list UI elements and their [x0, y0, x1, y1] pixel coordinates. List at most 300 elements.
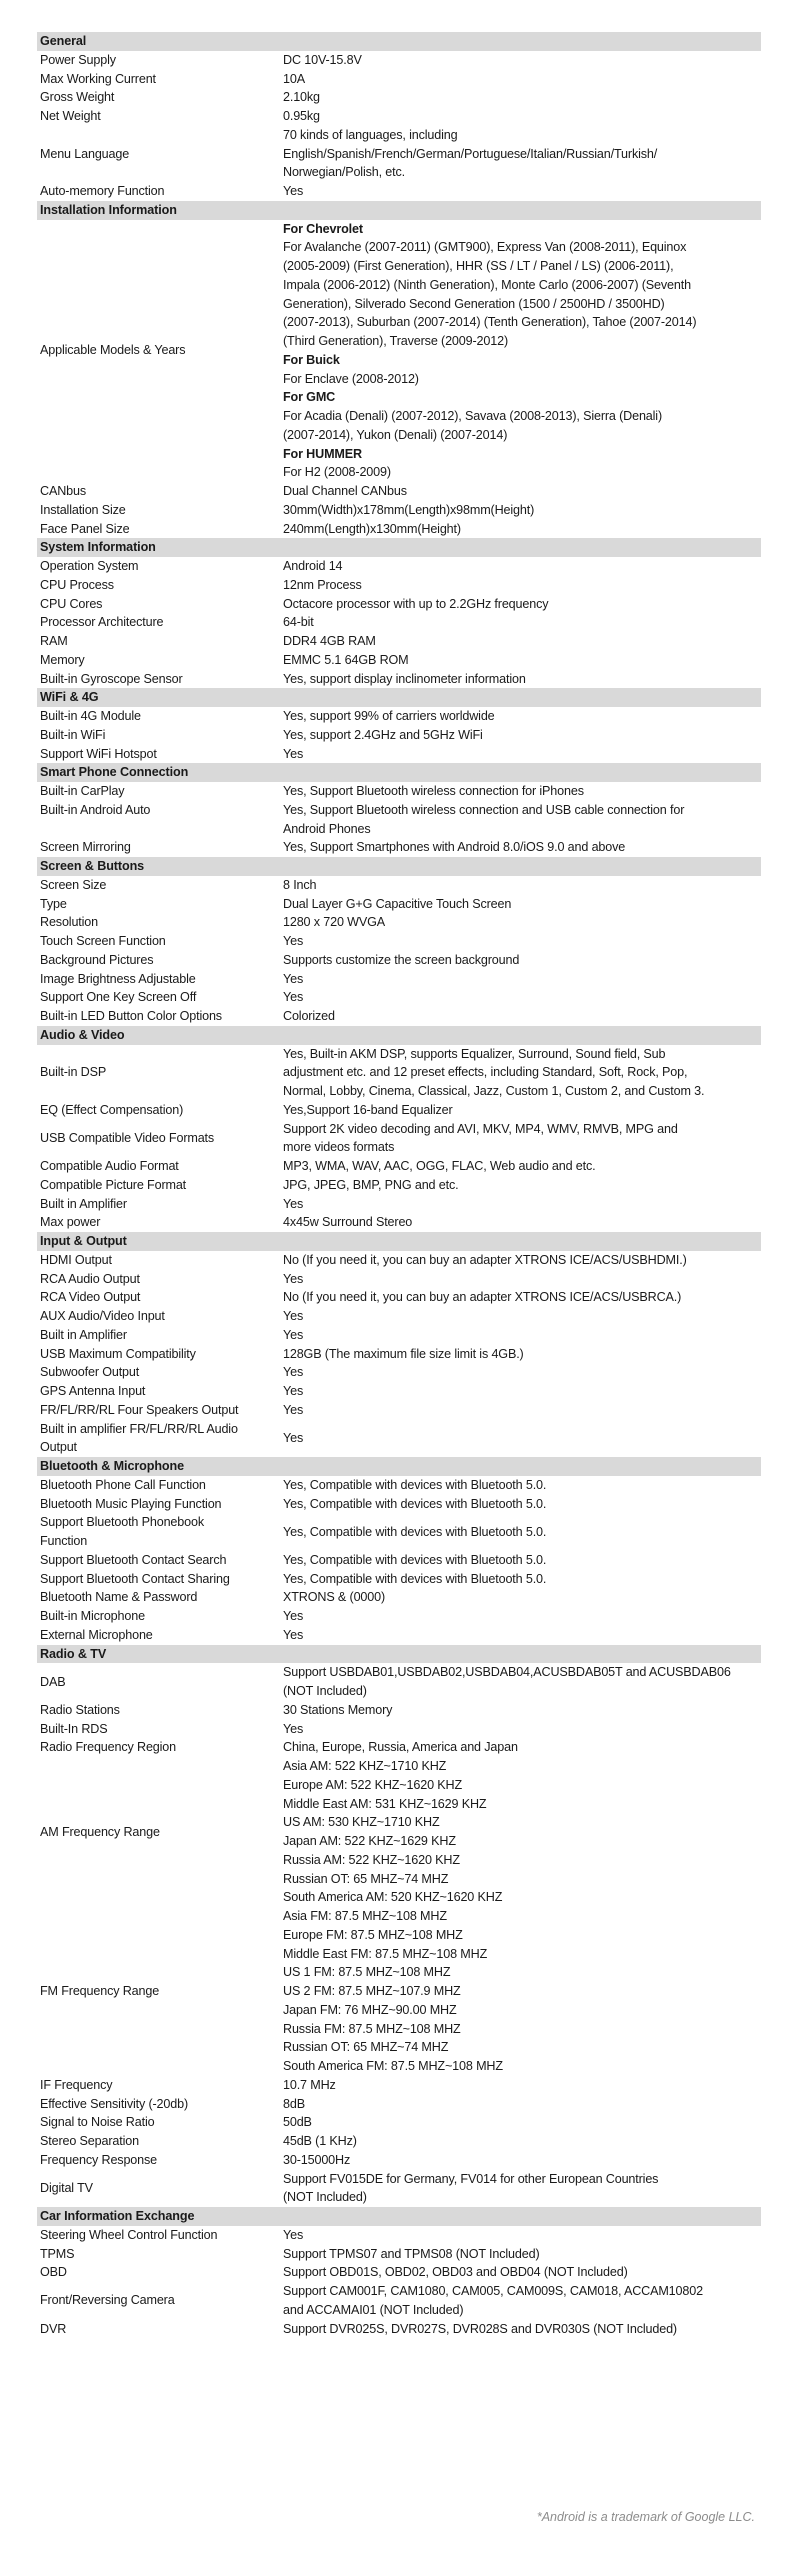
- spec-value: [283, 1270, 761, 1289]
- spec-row-eq-effect-compensation: [37, 1101, 761, 1120]
- spec-value: [283, 220, 761, 483]
- spec-row-ram: [37, 632, 761, 651]
- spec-value-line: Yes: [283, 971, 304, 986]
- spec-row-if-frequency: [37, 2076, 761, 2095]
- spec-value: [283, 1738, 761, 1757]
- spec-value-line: (2007-2013), Suburban (2007-2014) (Tenth Generation), Tahoe (2007-2014): [283, 315, 697, 330]
- spec-label-line: Output: [40, 1440, 77, 1455]
- spec-value-line: MP3, WMA, WAV, AAC, OGG, FLAC, Web audio and etc.: [283, 1159, 596, 1173]
- spec-value: [283, 182, 761, 201]
- spec-label: Support Bluetooth Contact Sharing: [40, 1571, 230, 1586]
- spec-label: Built in Amplifier: [40, 1196, 127, 1211]
- spec-row-support-bluetooth-contact-search: [37, 1551, 761, 1570]
- spec-row-type: [37, 895, 761, 914]
- spec-value-line: Supports customize the screen background: [283, 952, 520, 967]
- spec-value-line: 1280 x 720 WVGA: [283, 915, 386, 930]
- spec-row-usb-compatible-video-formats: [37, 1120, 761, 1158]
- spec-value-line: South America AM: 520 KHZ~1620 KHZ: [283, 1890, 503, 1905]
- spec-row-built-in-amplifier: [37, 1195, 761, 1214]
- spec-value-line: 70 kinds of languages, including: [283, 127, 458, 142]
- spec-label: TPMS: [40, 2246, 75, 2261]
- spec-value-line: 50dB: [283, 2115, 312, 2130]
- spec-row-radio-frequency-region: [37, 1738, 761, 1757]
- spec-row-rca-audio-output: [37, 1270, 761, 1289]
- spec-value: [283, 51, 761, 70]
- spec-value-line: (2007-2014), Yukon (Denali) (2007-2014): [283, 427, 508, 442]
- spec-value-line: Russia FM: 87.5 MHZ~108 MHZ: [283, 2021, 461, 2036]
- spec-row-hdmi-output: [37, 1251, 761, 1270]
- spec-row-dab: [37, 1663, 761, 1701]
- spec-value-line: Normal, Lobby, Cinema, Classical, Jazz, Custom 1, Custom 2, and Custom 3.: [283, 1084, 705, 1098]
- spec-label: CPU Cores: [40, 596, 103, 611]
- spec-value-line: 10.7 MHz: [283, 2077, 336, 2092]
- spec-label: Built-in CarPlay: [40, 784, 125, 798]
- spec-value: [283, 1045, 761, 1101]
- spec-value-line: EMMC 5.1 64GB ROM: [283, 652, 409, 667]
- spec-value-line: Yes: [283, 1384, 304, 1398]
- spec-value: [283, 1607, 761, 1626]
- spec-value-line: Support OBD01S, OBD02, OBD03 and OBD04 (NOT Included): [283, 2265, 628, 2280]
- spec-value: [283, 2263, 761, 2282]
- spec-label: CANbus: [40, 484, 86, 498]
- spec-value-line: Norwegian/Polish, etc.: [283, 165, 405, 180]
- spec-value-line: 30 Stations Memory: [283, 1702, 393, 1717]
- spec-label: RCA Video Output: [40, 1290, 141, 1305]
- spec-row-frequency-response: [37, 2151, 761, 2170]
- spec-value-line: Yes: [283, 934, 304, 948]
- spec-value: [283, 1626, 761, 1645]
- spec-value-line: 12nm Process: [283, 577, 362, 592]
- spec-value: [283, 1476, 761, 1495]
- spec-row-built-in-microphone: [37, 1607, 761, 1626]
- spec-label: DAB: [40, 1674, 66, 1689]
- spec-label: Gross Weight: [40, 90, 115, 105]
- spec-value-line: more videos formats: [283, 1140, 395, 1155]
- spec-value: [283, 1588, 761, 1607]
- spec-value-line: Yes: [283, 1430, 304, 1445]
- spec-row-cpu-process: [37, 576, 761, 595]
- spec-label: AUX Audio/Video Input: [40, 1309, 165, 1323]
- spec-value-line: Yes, Compatible with devices with Bluetooth 5.0.: [283, 1524, 547, 1539]
- spec-label: Support Bluetooth Contact Search: [40, 1552, 227, 1567]
- spec-label: Compatible Audio Format: [40, 1159, 179, 1173]
- spec-row-operation-system: [37, 557, 761, 576]
- spec-value-line: Europe FM: 87.5 MHZ~108 MHZ: [283, 1927, 463, 1942]
- spec-row-power-supply: [37, 51, 761, 70]
- spec-row-applicable-models-years: [37, 220, 761, 483]
- spec-value-line: 30mm(Width)x178mm(Length)x98mm(Height): [283, 502, 535, 517]
- spec-label: Built-in LED Button Color Options: [40, 1009, 222, 1023]
- spec-label: Built-in WiFi: [40, 727, 106, 742]
- spec-value-line: Yes: [283, 1609, 304, 1623]
- brand-heading: For GMC: [283, 390, 336, 405]
- spec-label: Background Pictures: [40, 952, 154, 967]
- spec-value: [283, 1251, 761, 1270]
- spec-label: Applicable Models & Years: [40, 343, 186, 358]
- spec-row-built-in-gyroscope-sensor: [37, 670, 761, 689]
- spec-value-line: Android Phones: [283, 821, 371, 836]
- spec-value-line: No (If you need it, you can buy an adapter XTRONS ICE/ACS/USBRCA.): [283, 1290, 682, 1305]
- spec-row-support-wifi-hotspot: [37, 745, 761, 764]
- spec-value: [283, 2245, 761, 2264]
- spec-value: [283, 1157, 761, 1176]
- spec-row-built-in-android-auto: [37, 801, 761, 839]
- spec-row-built-in-amplifier: [37, 1326, 761, 1345]
- spec-row-max-working-current: [37, 70, 761, 89]
- spec-row-bluetooth-name-password: [37, 1588, 761, 1607]
- spec-value-line: China, Europe, Russia, America and Japan: [283, 1740, 518, 1755]
- spec-label-line: Built in amplifier FR/FL/RR/RL Audio: [40, 1421, 238, 1436]
- spec-value-line: Asia FM: 87.5 MHZ~108 MHZ: [283, 1909, 447, 1923]
- spec-value-line: Yes, support display inclinometer information: [283, 671, 526, 686]
- spec-value-line: English/Spanish/French/German/Portuguese/Italian/Russian/Turkish/: [283, 146, 658, 161]
- spec-value-line: Support 2K video decoding and AVI, MKV, MP4, WMV, RMVB, MPG and: [283, 1121, 678, 1136]
- spec-label: Built-in 4G Module: [40, 709, 141, 723]
- spec-value: [283, 670, 761, 689]
- brand-heading: For HUMMER: [283, 446, 362, 461]
- spec-value-line: Middle East FM: 87.5 MHZ~108 MHZ: [283, 1946, 488, 1961]
- spec-label: Built-in Microphone: [40, 1609, 145, 1623]
- spec-value: [283, 1757, 761, 1907]
- spec-value: [283, 126, 761, 182]
- spec-value: [283, 2151, 761, 2170]
- spec-row-built-in-led-button-color-options: [37, 1007, 761, 1026]
- section-header-screen-buttons: Screen & Buttons: [37, 857, 761, 876]
- spec-value: [283, 745, 761, 764]
- spec-row-steering-wheel-control-function: [37, 2226, 761, 2245]
- spec-label: FR/FL/RR/RL Four Speakers Output: [40, 1402, 239, 1417]
- spec-label: Front/Reversing Camera: [40, 2293, 175, 2308]
- spec-label: Screen Mirroring: [40, 840, 131, 855]
- spec-value: [283, 632, 761, 651]
- spec-label: GPS Antenna Input: [40, 1384, 146, 1398]
- spec-value-line: Europe AM: 522 KHZ~1620 KHZ: [283, 1777, 463, 1792]
- spec-label: Digital TV: [40, 2180, 93, 2195]
- spec-value: [283, 1120, 761, 1158]
- spec-row-aux-audio-video-input: [37, 1307, 761, 1326]
- spec-row-digital-tv: [37, 2170, 761, 2208]
- spec-label: Built-In RDS: [40, 1721, 108, 1736]
- spec-row-subwoofer-output: [37, 1363, 761, 1382]
- spec-value: [283, 70, 761, 89]
- spec-row-dvr: [37, 2320, 761, 2339]
- spec-row-gross-weight: [37, 88, 761, 107]
- spec-value-line: 240mm(Length)x130mm(Height): [283, 521, 461, 536]
- spec-value-line: Russian OT: 65 MHZ~74 MHZ: [283, 2040, 449, 2055]
- spec-value: [283, 1213, 761, 1232]
- spec-value-line: For Acadia (Denali) (2007-2012), Savava (2008-2013), Sierra (Denali): [283, 409, 663, 423]
- spec-value-line: JPG, JPEG, BMP, PNG and etc.: [283, 1177, 459, 1192]
- spec-label: Processor Architecture: [40, 615, 164, 630]
- spec-label: Max Working Current: [40, 71, 156, 86]
- spec-value: [283, 1720, 761, 1739]
- spec-value: [283, 88, 761, 107]
- spec-value-line: adjustment etc. and 12 preset effects, including Standard, Soft, Rock, Pop,: [283, 1065, 688, 1080]
- spec-label: Installation Size: [40, 502, 126, 517]
- spec-value: [283, 2132, 761, 2151]
- spec-row-background-pictures: [37, 951, 761, 970]
- spec-value-line: Dual Channel CANbus: [283, 484, 407, 498]
- spec-value: [283, 651, 761, 670]
- spec-label: Built-in Android Auto: [40, 802, 151, 817]
- spec-label: Menu Language: [40, 146, 130, 161]
- spec-row-net-weight: [37, 107, 761, 126]
- spec-label: AM Frequency Range: [40, 1824, 160, 1839]
- spec-row-obd: [37, 2263, 761, 2282]
- section-header-general: General: [37, 32, 761, 51]
- spec-label: Support WiFi Hotspot: [40, 746, 157, 761]
- spec-label: CPU Process: [40, 577, 114, 592]
- spec-value-line: 128GB (The maximum file size limit is 4GB.): [283, 1346, 524, 1361]
- spec-value-line: For Enclave (2008-2012): [283, 371, 419, 386]
- spec-label: Built-in Gyroscope Sensor: [40, 671, 183, 686]
- spec-row-signal-to-noise-ratio: [37, 2113, 761, 2132]
- spec-value: [283, 520, 761, 539]
- spec-label: Built-in DSP: [40, 1065, 107, 1080]
- spec-label: Subwoofer Output: [40, 1365, 140, 1380]
- spec-value-line: Yes, Support Smartphones with Android 8.0/iOS 9.0 and above: [283, 840, 626, 855]
- spec-label: USB Compatible Video Formats: [40, 1130, 215, 1145]
- spec-value-line: (NOT Included): [283, 2190, 367, 2205]
- spec-label: Operation System: [40, 559, 139, 573]
- spec-label: Steering Wheel Control Function: [40, 2227, 218, 2242]
- spec-label-line: Support Bluetooth Phonebook: [40, 1515, 204, 1530]
- spec-row-fr-fl-rr-rl-four-speakers-output: [37, 1401, 761, 1420]
- spec-row-screen-mirroring: [37, 838, 761, 857]
- spec-row-gps-antenna-input: [37, 1382, 761, 1401]
- spec-label: Max power: [40, 1215, 101, 1230]
- spec-value-line: (NOT Included): [283, 1684, 367, 1698]
- spec-value-line: Yes: [283, 1627, 304, 1642]
- spec-value-line: Yes, Support Bluetooth wireless connection and USB cable connection for: [283, 802, 685, 817]
- spec-value-line: (Third Generation), Traverse (2009-2012): [283, 334, 508, 348]
- section-header-bluetooth-microphone: Bluetooth & Microphone: [37, 1457, 761, 1476]
- spec-value-line: Support TPMS07 and TPMS08 (NOT Included): [283, 2246, 540, 2261]
- spec-value: [283, 2095, 761, 2114]
- spec-label: Radio Stations: [40, 1702, 120, 1717]
- spec-row-built-in-4g-module: [37, 707, 761, 726]
- spec-value-line: Yes: [283, 2227, 304, 2242]
- spec-value: [283, 1907, 761, 2076]
- spec-row-rca-video-output: [37, 1288, 761, 1307]
- spec-row-built-in-carplay: [37, 782, 761, 801]
- spec-value: [283, 1326, 761, 1345]
- spec-row-face-panel-size: [37, 520, 761, 539]
- spec-row-am-frequency-range: [37, 1757, 761, 1907]
- spec-value-line: Yes,Support 16-band Equalizer: [283, 1102, 453, 1117]
- spec-label: Touch Screen Function: [40, 934, 166, 948]
- spec-value-line: Yes, Support Bluetooth wireless connection for iPhones: [283, 784, 584, 798]
- spec-value-line: Asia AM: 522 KHZ~1710 KHZ: [283, 1759, 447, 1773]
- spec-value-line: Support CAM001F, CAM1080, CAM005, CAM009S, CAM018, ACCAM10802: [283, 2284, 703, 2298]
- spec-label: DVR: [40, 2321, 67, 2336]
- spec-value: [283, 932, 761, 951]
- spec-value-line: Impala (2006-2012) (Ninth Generation), Monte Carlo (2006-2007) (Seventh: [283, 277, 691, 292]
- spec-row-stereo-separation: [37, 2132, 761, 2151]
- spec-label: FM Frequency Range: [40, 1984, 160, 1998]
- spec-label: [37, 1513, 283, 1551]
- spec-value-line: Yes: [283, 1196, 304, 1211]
- spec-value-line: Yes, Compatible with devices with Bluetooth 5.0.: [283, 1571, 547, 1586]
- section-header-input-output: Input & Output: [37, 1232, 761, 1251]
- spec-value: [283, 595, 761, 614]
- spec-value-line: US AM: 530 KHZ~1710 KHZ: [283, 1815, 440, 1830]
- spec-value-line: For Avalanche (2007-2011) (GMT900), Express Van (2008-2011), Equinox: [283, 240, 687, 255]
- spec-value-line: 4x45w Surround Stereo: [283, 1215, 413, 1230]
- section-header-audio-video: Audio & Video: [37, 1026, 761, 1045]
- spec-value: [283, 2170, 761, 2208]
- spec-value-line: Yes: [283, 1271, 304, 1286]
- spec-row-built-in-amplifier-fr-fl-rr-rl-audio-output: [37, 1420, 761, 1458]
- spec-value: [283, 1307, 761, 1326]
- spec-value-line: Yes: [283, 1309, 304, 1323]
- spec-value: [283, 782, 761, 801]
- spec-row-tpms: [37, 2245, 761, 2264]
- spec-label: Memory: [40, 652, 85, 667]
- spec-row-external-microphone: [37, 1626, 761, 1645]
- spec-value: [283, 576, 761, 595]
- spec-value: [283, 801, 761, 839]
- spec-label: Auto-memory Function: [40, 184, 165, 198]
- spec-value: [283, 951, 761, 970]
- spec-value-line: Generation), Silverado Second Generation (1500 / 2500HD / 3500HD): [283, 296, 665, 311]
- spec-row-support-one-key-screen-off: [37, 988, 761, 1007]
- spec-value-line: 64-bit: [283, 615, 314, 630]
- spec-row-built-in-rds: [37, 1720, 761, 1739]
- spec-value: [283, 107, 761, 126]
- spec-value: [283, 1382, 761, 1401]
- spec-value-line: Support DVR025S, DVR027S, DVR028S and DVR030S (NOT Included): [283, 2321, 677, 2336]
- brand-heading: For Buick: [283, 352, 340, 367]
- spec-value: [283, 1345, 761, 1364]
- spec-row-effective-sensitivity-20db: [37, 2095, 761, 2114]
- spec-value: [283, 1551, 761, 1570]
- spec-value-line: Dual Layer G+G Capacitive Touch Screen: [283, 896, 512, 911]
- spec-row-canbus: [37, 482, 761, 501]
- spec-label: HDMI Output: [40, 1252, 112, 1267]
- spec-label: Resolution: [40, 915, 99, 930]
- spec-value: [283, 1288, 761, 1307]
- spec-value: [283, 2076, 761, 2095]
- spec-value-line: Yes, Compatible with devices with Bluetooth 5.0.: [283, 1552, 547, 1567]
- spec-value-line: Yes: [283, 1365, 304, 1380]
- spec-value-line: Japan FM: 76 MHZ~90.00 MHZ: [283, 2002, 457, 2017]
- section-header-installation-information: Installation Information: [37, 201, 761, 220]
- spec-value-line: DC 10V-15.8V: [283, 52, 362, 67]
- spec-value-line: For H2 (2008-2009): [283, 465, 391, 480]
- spec-row-compatible-picture-format: [37, 1176, 761, 1195]
- spec-label: Support One Key Screen Off: [40, 990, 197, 1005]
- spec-label: [37, 1420, 283, 1458]
- spec-value-line: 8dB: [283, 2096, 305, 2111]
- section-header-radio-tv: Radio & TV: [37, 1645, 761, 1664]
- spec-label: Screen Size: [40, 877, 107, 892]
- spec-row-support-bluetooth-contact-sharing: [37, 1570, 761, 1589]
- spec-value: [283, 2320, 761, 2339]
- spec-row-memory: [37, 651, 761, 670]
- spec-value-line: Yes: [283, 1402, 304, 1417]
- spec-value-line: Yes: [283, 1327, 304, 1342]
- spec-value: [283, 1007, 761, 1026]
- spec-value-line: Russia AM: 522 KHZ~1620 KHZ: [283, 1852, 460, 1867]
- spec-label: RAM: [40, 634, 68, 648]
- spec-row-image-brightness-adjustable: [37, 970, 761, 989]
- spec-value: [283, 1523, 761, 1542]
- spec-value-line: US 1 FM: 87.5 MHZ~108 MHZ: [283, 1965, 451, 1980]
- spec-value: [283, 2226, 761, 2245]
- spec-value-line: Yes, support 2.4GHz and 5GHz WiFi: [283, 727, 483, 742]
- spec-value-line: XTRONS & (0000): [283, 1590, 386, 1605]
- spec-row-bluetooth-phone-call-function: [37, 1476, 761, 1495]
- spec-value-line: No (If you need it, you can buy an adapter XTRONS ICE/ACS/USBHDMI.): [283, 1252, 687, 1267]
- spec-value: [283, 1195, 761, 1214]
- spec-value-line: 45dB (1 KHz): [283, 2134, 357, 2148]
- spec-label-line: Function: [40, 1534, 88, 1548]
- spec-value-line: (2005-2009) (First Generation), HHR (SS / LT / Panel / LS) (2006-2011),: [283, 259, 674, 273]
- spec-label: Signal to Noise Ratio: [40, 2115, 155, 2130]
- spec-label: Image Brightness Adjustable: [40, 971, 196, 986]
- spec-value: [283, 1101, 761, 1120]
- spec-value-line: 0.95kg: [283, 109, 320, 123]
- spec-value: [283, 988, 761, 1007]
- brand-heading: For Chevrolet: [283, 221, 363, 236]
- spec-value: [283, 1401, 761, 1420]
- spec-value: [283, 1570, 761, 1589]
- spec-table: [37, 32, 761, 2338]
- spec-value-line: Yes, support 99% of carriers worldwide: [283, 709, 495, 723]
- spec-value: [283, 726, 761, 745]
- spec-value: [283, 707, 761, 726]
- spec-value: [283, 2113, 761, 2132]
- spec-label: Built in Amplifier: [40, 1327, 127, 1342]
- spec-value: [283, 838, 761, 857]
- section-header-smart-phone-connection: Smart Phone Connection: [37, 763, 761, 782]
- spec-label: RCA Audio Output: [40, 1271, 140, 1286]
- trademark-note: *Android is a trademark of Google LLC.: [536, 2510, 755, 2524]
- spec-label: Stereo Separation: [40, 2134, 139, 2148]
- spec-row-max-power: [37, 1213, 761, 1232]
- spec-value: [283, 613, 761, 632]
- spec-label: Bluetooth Name & Password: [40, 1590, 198, 1605]
- spec-row-usb-maximum-compatibility: [37, 1345, 761, 1364]
- section-header-car-information-exchange: Car Information Exchange: [37, 2207, 761, 2226]
- spec-value-line: Yes, Compatible with devices with Bluetooth 5.0.: [283, 1496, 547, 1511]
- spec-value: [283, 913, 761, 932]
- spec-row-auto-memory-function: [37, 182, 761, 201]
- spec-row-compatible-audio-format: [37, 1157, 761, 1176]
- spec-label: Face Panel Size: [40, 521, 130, 536]
- spec-label: USB Maximum Compatibility: [40, 1346, 196, 1361]
- spec-value: [283, 1429, 761, 1448]
- spec-value-line: Android 14: [283, 559, 343, 573]
- spec-value-line: Middle East AM: 531 KHZ~1629 KHZ: [283, 1796, 487, 1811]
- spec-label: EQ (Effect Compensation): [40, 1102, 184, 1117]
- spec-value-line: Yes: [283, 184, 304, 198]
- spec-row-resolution: [37, 913, 761, 932]
- spec-value-line: Octacore processor with up to 2.2GHz frequency: [283, 596, 549, 611]
- spec-row-cpu-cores: [37, 595, 761, 614]
- spec-value-line: DDR4 4GB RAM: [283, 634, 376, 648]
- spec-row-radio-stations: [37, 1701, 761, 1720]
- spec-label: Net Weight: [40, 109, 101, 123]
- spec-value: [283, 970, 761, 989]
- spec-value-line: US 2 FM: 87.5 MHZ~107.9 MHZ: [283, 1984, 461, 1998]
- spec-row-fm-frequency-range: [37, 1907, 761, 2076]
- spec-value: [283, 1495, 761, 1514]
- spec-row-screen-size: [37, 876, 761, 895]
- spec-value: [283, 482, 761, 501]
- spec-value-line: 10A: [283, 71, 305, 86]
